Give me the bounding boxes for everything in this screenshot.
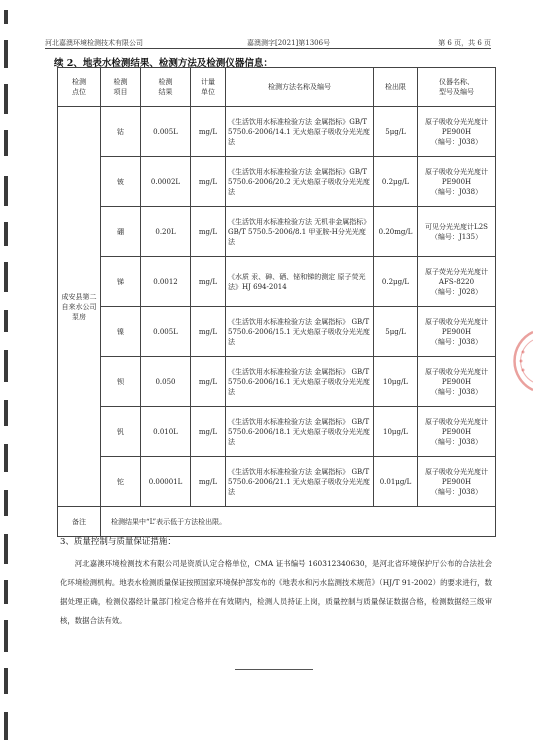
unit-cell: mg/L [191,107,226,157]
method-cell: 《生活饮用水标准检验方法 无机非金属指标》 GB/T 5750.5-2006/8.1 甲亚胺-H分光光度法 [226,207,374,257]
unit-cell: mg/L [191,257,226,307]
table-row [58,307,496,357]
note-text: 检测结果中“L”表示低于方法检出限。 [101,507,496,537]
limit-cell: 0.2μg/L [374,157,418,207]
col-header: 仪器名称、 型号及编号 [418,68,496,107]
instrument-cell: 可见分光光度计L2S（编号：J135） [418,207,496,257]
instrument-cell: 原子吸收分光光度计 PE900H （编号：J038） [418,407,496,457]
result-cell: 0.005L [141,307,191,357]
result-cell: 0.0012 [141,257,191,307]
unit-cell: mg/L [191,407,226,457]
item-cell: 硼 [101,207,141,257]
method-cell: 《生活饮用水标准检验方法 金属指标》 GB/T 5750.6-2006/16.1 无火焰原子吸收分光光度法 [226,357,374,407]
table-row [58,207,496,257]
unit-cell: mg/L [191,157,226,207]
col-header: 检测 项目 [101,68,141,107]
instrument-cell: 原子吸收分光光度计 PE900H （编号：J038） [418,307,496,357]
table-row [58,457,496,507]
section-3-title: 3、质量控制与质量保证措施： [60,537,176,547]
limit-cell: 0.20mg/L [374,207,418,257]
end-rule [235,669,313,670]
table-row [58,257,496,307]
result-cell: 0.005L [141,107,191,157]
item-cell: 铍 [101,157,141,207]
col-header: 检测 点位 [58,68,101,107]
instrument-cell: 原子吸收分光光度计 PE900H （编号：J038） [418,107,496,157]
item-cell: 钒 [101,407,141,457]
col-header: 检测方法名称及编号 [226,68,374,107]
table-row [58,107,496,157]
note-label: 备注 [58,507,101,537]
limit-cell: 10μg/L [374,407,418,457]
item-cell: 铊 [101,457,141,507]
unit-cell: mg/L [191,357,226,407]
method-cell: 《生活饮用水标准检验方法 金属指标》 GB/T 5750.6-2006/18.1 无火焰原子吸收分光光度法 [226,407,374,457]
limit-cell: 5μg/L [374,307,418,357]
unit-cell: mg/L [191,457,226,507]
result-cell: 0.00001L [141,457,191,507]
unit-cell: mg/L [191,207,226,257]
section-2-title: 续 2、地表水检测结果、检测方法及检测仪器信息： [54,58,273,69]
result-cell: 0.010L [141,407,191,457]
results-table [57,67,496,537]
page-header [45,36,491,49]
method-cell: 《生活饮用水标准检验方法 金属指标》GB/T 5750.6-2006/14.1 无火焰原子吸收分光光度法 [226,107,374,157]
item-cell: 锑 [101,257,141,307]
method-cell: 《生活饮用水标准检验方法 金属指标》 GB/T 5750.6-2006/15.1 无火焰原子吸收分光光度法 [226,307,374,357]
header-report-number: 嘉澳测字[2021]第1306号 [247,39,331,47]
table-header-row [58,68,496,107]
method-cell: 《生活饮用水标准检验方法 金属指标》GB/T 5750.6-2006/20.2 无火焰原子吸收分光光度法 [226,157,374,207]
limit-cell: 0.2μg/L [374,257,418,307]
table-row [58,407,496,457]
instrument-cell: 原子吸收分光光度计 PE900H （编号：J038） [418,357,496,407]
table-row [58,357,496,407]
header-page-number: 第 6 页，共 6 页 [438,39,491,47]
instrument-cell: 原子荧光分光光度计 AFS-8220 （编号：J028） [418,257,496,307]
instrument-cell: 原子吸收分光光度计 PE900H （编号：J038） [418,157,496,207]
col-header: 检测 结果 [141,68,191,107]
section-3-body: 河北嘉澳环境检测技术有限公司是资质认定合格单位，CMA 证书编号 160312340630，是河北省环境保护厅公布的合法社会化环境检测机构。地表水检测质量保证按照国家环境保护部发布的《地表水和污水监测技术规范》（HJ/T 91-2002）的要求进行，数据处理正确，检测仪器经计量部门检定合格并在有效期内，检测人员持证上岗，质量控制与质量保证数据合格，检测数据经三级审核，数据合法有效。 [60,559,492,625]
result-cell: 0.20L [141,207,191,257]
method-cell: 《水质 汞、砷、硒、铋和锑的测定 原子荧光法》HJ 694-2014 [226,257,374,307]
note-row [58,507,496,537]
seal-stamp-fragment [503,330,533,392]
item-cell: 钴 [101,107,141,157]
col-header: 计量 单位 [191,68,226,107]
instrument-cell: 原子吸收分光光度计 PE900H （编号：J038） [418,457,496,507]
col-header: 检出限 [374,68,418,107]
result-cell: 0.050 [141,357,191,407]
header-company: 河北嘉澳环境检测技术有限公司 [45,39,143,47]
result-cell: 0.0002L [141,157,191,207]
location-cell: 成安县第二自来水公司泵房 [58,107,101,507]
binding-edge [4,0,10,748]
item-cell: 镍 [101,307,141,357]
unit-cell: mg/L [191,307,226,357]
item-cell: 钡 [101,357,141,407]
limit-cell: 5μg/L [374,107,418,157]
method-cell: 《生活饮用水标准检验方法 金属指标》 GB/T 5750.6-2006/21.1 无火焰原子吸收分光光度法 [226,457,374,507]
limit-cell: 0.01μg/L [374,457,418,507]
limit-cell: 10μg/L [374,357,418,407]
table-row [58,157,496,207]
